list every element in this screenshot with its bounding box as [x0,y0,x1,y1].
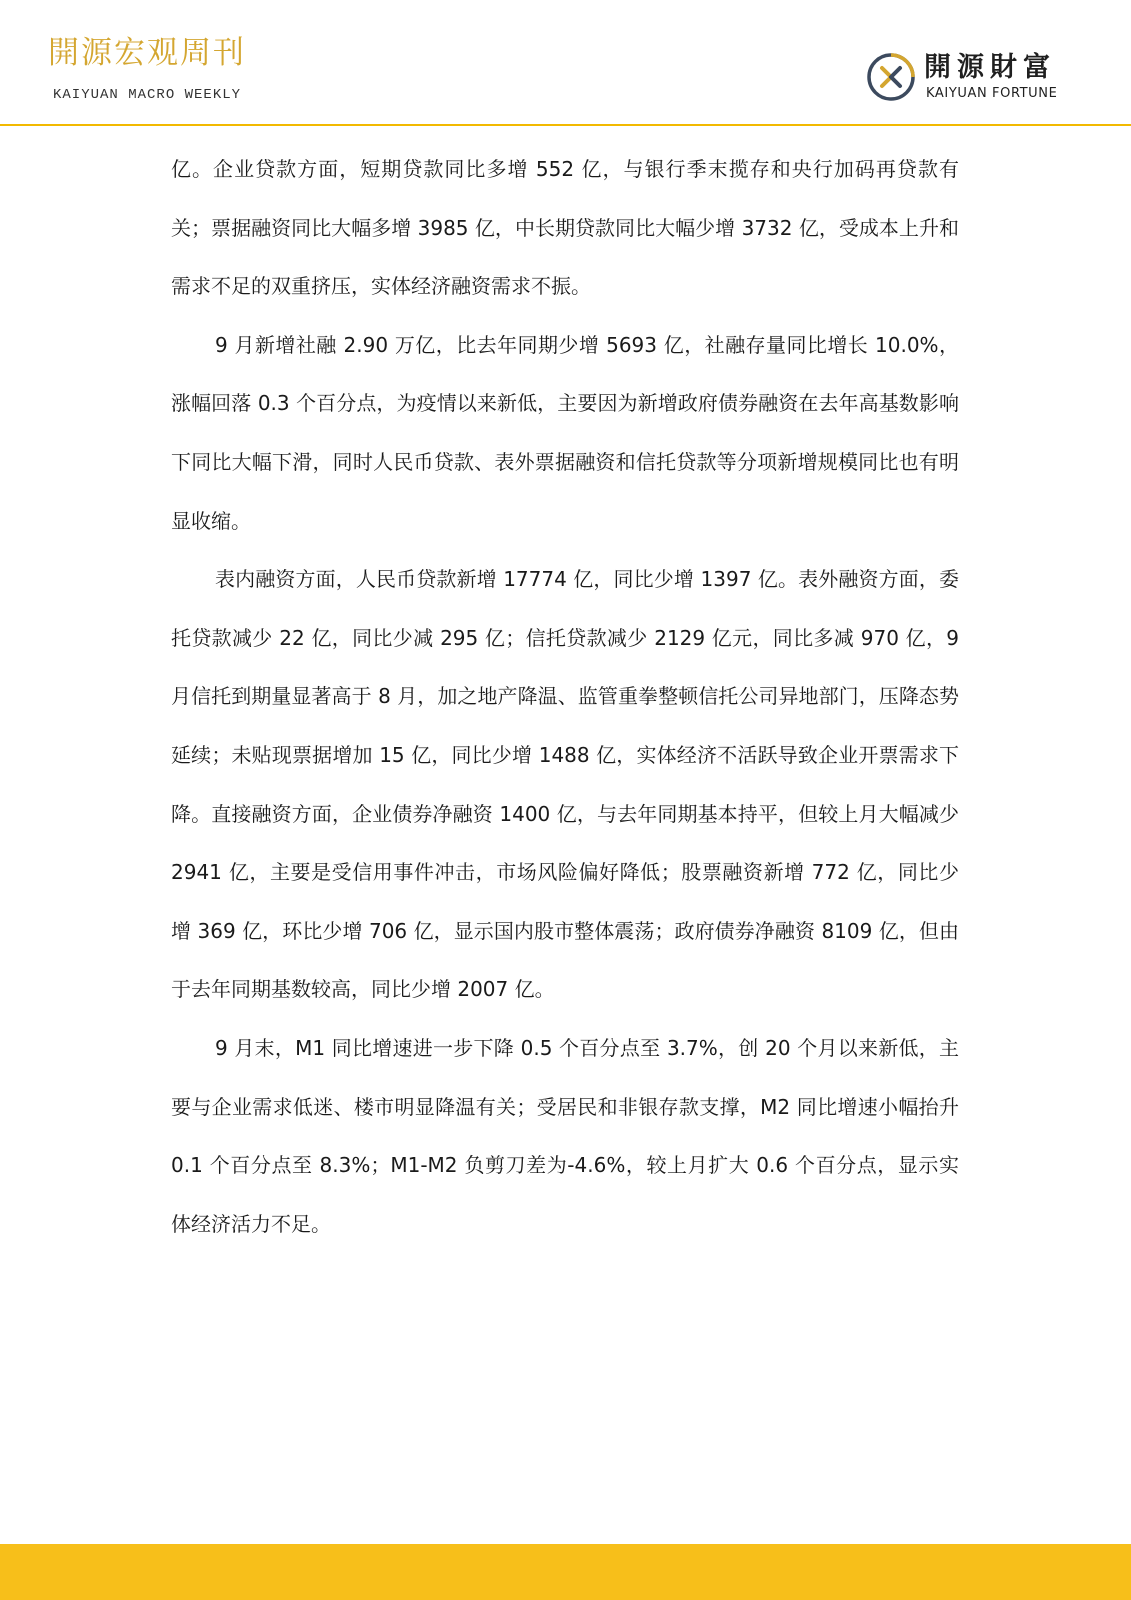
paragraph-social-financing: 9 月新增社融 2.90 万亿，比去年同期少增 5693 亿，社融存量同比增长 10.0%，涨幅回落 0.3 个百分点，为疫情以来新低，主要因为新增政府债券融资在去年高基数影响下同比大幅下滑，同时人民币贷款、表外票据融资和信托贷款等分项新增规模同比也有明显收缩。 [171,332,959,533]
kaiyuan-logo-icon [866,52,916,102]
footer-bar [0,1544,1131,1600]
logo-text-en: KAIYUAN FORTUNE [926,86,1058,101]
paragraph-loans-continued: 亿。企业贷款方面，短期贷款同比多增 552 亿，与银行季末揽存和央行加码再贷款有关；票据融资同比大幅多增 3985 亿，中长期贷款同比大幅少增 3732 亿，受成本上升和需求不足的双重挤压，实体经济融资需求不振。 [171,157,959,299]
page-header [0,0,1131,126]
paragraph-financing-breakdown: 表内融资方面，人民币贷款新增 17774 亿，同比少增 1397 亿。表外融资方面，委托贷款减少 22 亿，同比少减 295 亿；信托贷款减少 2129 亿元，同比多减 970 亿，9 月信托到期量显著高于 8 月，加之地产降温、监管重拳整顿信托公司异地部门，压降态势延续；未贴现票据增加 15 亿，同比少增 1488 亿，实体经济不活跃导致企业开票需求下降。直接融资方面，企业债券净融资 1400 亿，与去年同期基本持平，但较上月大幅减少 2941 亿，主要是受信用事件冲击，市场风险偏好降低；股票融资新增 772 亿，同比少增 369 亿，环比少增 706 亿，显示国内股市整体震荡；政府债券净融资 8109 亿，但由于去年同期基数较高，同比少增 2007 亿。 [171,567,959,1002]
company-logo [866,52,1081,104]
header-title-en: KAIYUAN MACRO WEEKLY [53,87,242,103]
header-title-cn: 開源宏观周刊 [48,35,246,71]
article-body [171,140,959,1253]
logo-text-cn: 開源財富 [924,52,1056,83]
header-divider [0,124,1131,126]
paragraph-money-supply: 9 月末，M1 同比增速进一步下降 0.5 个百分点至 3.7%，创 20 个月以来新低，主要与企业需求低迷、楼市明显降温有关；受居民和非银存款支撑，M2 同比增速小幅抬升 0.1 个百分点至 8.3%；M1-M2 负剪刀差为-4.6%，较上月扩大 0.6 个百分点，显示实体经济活力不足。 [171,1035,959,1236]
